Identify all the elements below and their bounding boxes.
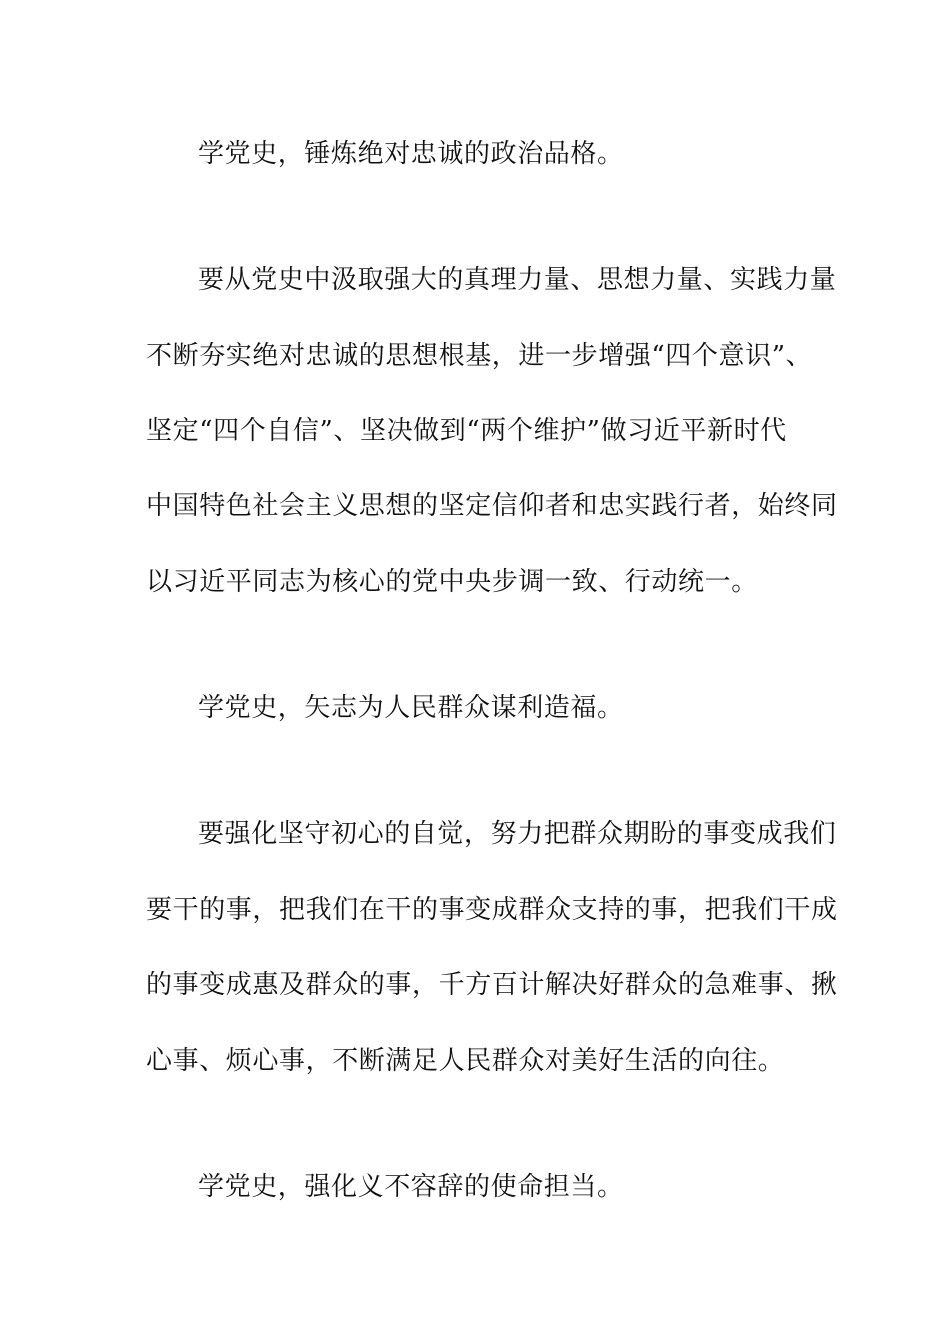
- paragraph-line: 的事变成惠及群众的事，千方百计解决好群众的急难事、揪: [146, 970, 838, 1000]
- paragraph-line: 以习近平同志为核心的党中央步调一致、行动统一。: [146, 567, 758, 597]
- section-heading-loyalty: 学党史，锤炼绝对忠诚的政治品格。: [198, 139, 624, 169]
- paragraph-line: 心事、烦心事，不断满足人民群众对美好生活的向往。: [146, 1046, 785, 1076]
- paragraph-line: 要强化坚守初心的自觉，努力把群众期盼的事变成我们: [198, 819, 837, 849]
- paragraph-line: 不断夯实绝对忠诚的思想根基，进一步增强“四个意识”、: [146, 341, 813, 371]
- paragraph-line: 坚定“四个自信”、坚决做到“两个维护”做习近平新时代: [146, 416, 787, 446]
- paragraph-line: 要干的事，把我们在干的事变成群众支持的事，把我们干成: [146, 895, 838, 925]
- paragraph-line: 要从党史中汲取强大的真理力量、思想力量、实践力量: [198, 265, 837, 295]
- paragraph-line: 中国特色社会主义思想的坚定信仰者和忠实践行者，始终同: [146, 491, 838, 521]
- section-heading-mission: 学党史，强化义不容辞的使命担当。: [198, 1172, 624, 1202]
- section-heading-people: 学党史，矢志为人民群众谋利造福。: [198, 693, 624, 723]
